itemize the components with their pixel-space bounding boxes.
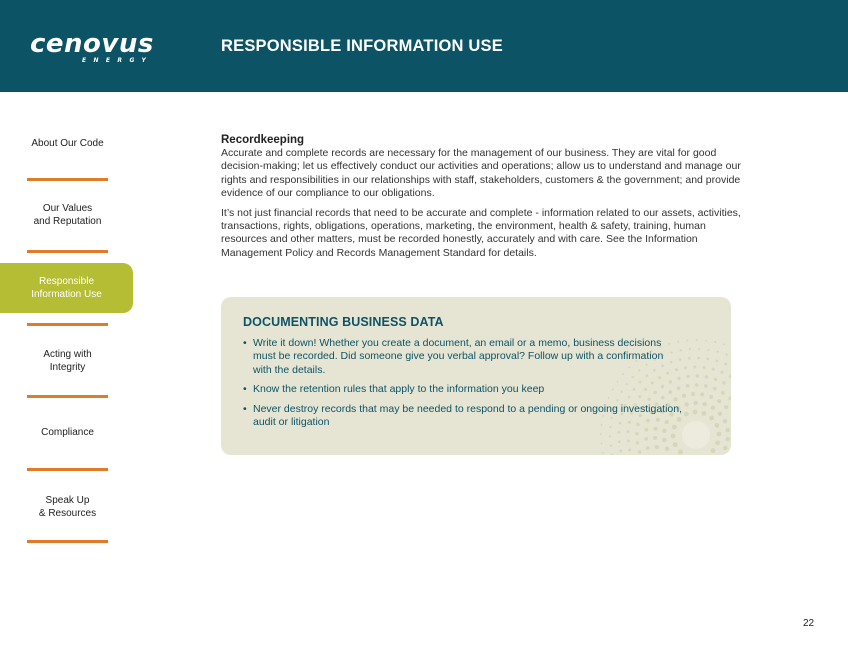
decorative-dot xyxy=(653,436,657,440)
decorative-dot xyxy=(729,375,731,378)
nav-divider xyxy=(27,395,108,398)
nav-item-label: Acting with Integrity xyxy=(43,349,92,373)
list-item: • Know the retention rules that apply to the information you keep xyxy=(243,383,683,396)
decorative-dot xyxy=(684,366,687,369)
decorative-dot xyxy=(714,423,719,428)
decorative-dot xyxy=(611,454,613,455)
main-content xyxy=(221,133,751,260)
decorative-dot xyxy=(705,340,707,342)
decorative-dot xyxy=(665,446,669,450)
decorative-dot xyxy=(724,363,727,366)
decorative-dot xyxy=(655,445,659,449)
decorative-dot xyxy=(627,439,630,442)
decorative-dot xyxy=(628,448,631,451)
decorative-dot xyxy=(688,357,691,360)
nav-item-label: About Our Code xyxy=(31,138,104,149)
decorative-dot xyxy=(700,392,704,396)
decorative-dot xyxy=(696,339,698,341)
nav-divider xyxy=(27,178,108,181)
decorative-dot xyxy=(644,437,648,441)
decorative-dot xyxy=(725,437,729,441)
decorative-dot xyxy=(638,450,641,453)
decorative-dot xyxy=(717,432,722,437)
logo-subtitle: ENERGY xyxy=(82,57,154,64)
nav-divider xyxy=(27,540,108,543)
decorative-dot xyxy=(716,351,718,353)
body-paragraph: It’s not just financial records that need to be accurate and complete - information related to our assets, activities, transactions, rights, obligations, operations, marketing, the environment, health & safety, training, human resources and other matters, must be recorded honestly, accurately and with care. See the Information Management Policy and Records Management Standard for details. xyxy=(221,206,741,259)
decorative-dot xyxy=(686,375,689,378)
decorative-dot xyxy=(610,445,612,447)
nav-item-compliance[interactable] xyxy=(0,426,135,439)
nav-item-label: Our Values and Reputation xyxy=(33,203,102,227)
decorative-dot xyxy=(662,438,666,442)
decorative-dot xyxy=(697,357,700,360)
nav-divider xyxy=(27,468,108,471)
decorative-dot xyxy=(725,353,727,355)
decorative-dot xyxy=(684,412,689,417)
decorative-dot xyxy=(725,428,729,432)
nav-item-acting-with-integrity[interactable] xyxy=(0,348,135,374)
decorative-dot xyxy=(714,378,717,381)
decorative-dot xyxy=(636,441,639,444)
decorative-dot xyxy=(728,397,731,401)
decorative-dot xyxy=(716,360,719,363)
decorative-dot xyxy=(706,358,709,361)
decorative-dot xyxy=(713,387,717,391)
decorative-dot xyxy=(704,384,708,388)
nav-divider xyxy=(27,250,108,253)
decorative-dot xyxy=(702,402,706,406)
decorative-dot xyxy=(693,401,697,405)
decorative-dot xyxy=(717,399,721,403)
decorative-dot xyxy=(722,381,725,384)
decorative-dot xyxy=(723,419,727,423)
documenting-business-data-callout xyxy=(221,297,731,455)
nav-item-label: Responsible Information Use xyxy=(31,276,102,300)
callout-title: DOCUMENTING BUSINESS DATA xyxy=(243,315,444,329)
decorative-dot xyxy=(698,348,700,350)
nav-item-about-our-code[interactable] xyxy=(0,137,135,150)
page-title: RESPONSIBLE INFORMATION USE xyxy=(221,37,503,55)
decorative-dot xyxy=(721,391,725,395)
page-number: 22 xyxy=(803,618,815,629)
decorative-dot xyxy=(707,349,709,351)
decorative-dot xyxy=(709,395,713,399)
decorative-dot xyxy=(723,446,727,450)
decorative-dot xyxy=(695,383,699,387)
body-paragraph: Accurate and complete records are necessary for the management of our business. They are vital for good decision-making; let us effectively conduct our activities and operations; allow us to understand and manage our rights and responsibilities in our relationships with staff, stakeholders, customers & the government; and provide evidence of our compliance to our obligations. xyxy=(221,147,741,200)
decorative-dot xyxy=(714,341,716,343)
logo-wordmark: cenovus xyxy=(30,29,154,59)
decorative-dot xyxy=(678,449,683,454)
decorative-dot xyxy=(701,411,706,416)
decorative-dot xyxy=(709,416,714,421)
decorative-dot xyxy=(696,374,699,377)
decorative-dot xyxy=(693,410,698,415)
decorative-dot xyxy=(687,339,689,341)
section-title: Recordkeeping xyxy=(221,134,305,146)
nav-divider xyxy=(27,323,108,326)
decorative-dot xyxy=(723,343,725,345)
decorative-dot xyxy=(689,348,691,350)
decorative-dot xyxy=(718,411,722,415)
decorative-dot xyxy=(720,371,723,374)
decorative-dot xyxy=(618,440,621,443)
nav-item-responsible-information-use[interactable] xyxy=(0,263,133,313)
decorative-dot xyxy=(686,384,690,388)
page-header xyxy=(0,0,848,92)
decorative-dot xyxy=(710,448,715,453)
cenovus-logo[interactable] xyxy=(30,29,154,64)
nav-item-speak-up[interactable] xyxy=(0,494,135,520)
callout-bullet-list xyxy=(243,337,683,435)
decorative-dot xyxy=(693,365,696,368)
decorative-dot xyxy=(646,446,650,450)
decorative-dot xyxy=(684,402,688,406)
decorative-dot xyxy=(602,452,604,454)
decorative-dot xyxy=(600,443,602,445)
decorative-dot xyxy=(703,366,706,369)
decorative-dot xyxy=(724,405,728,409)
list-item: • Never destroy records that may be needed to respond to a pending or ongoing investigation, audit or litigation xyxy=(243,403,683,430)
nav-item-our-values[interactable] xyxy=(0,202,135,228)
nav-item-label: Speak Up & Resources xyxy=(38,495,97,519)
nav-item-label: Compliance xyxy=(41,427,94,438)
decorative-dot xyxy=(673,442,678,447)
list-item: • Write it down! Whether you create a document, an email or a memo, business decisions must be recorded. Did someone give you verbal approval? Follow up with a confirmation with the details. xyxy=(243,337,683,377)
decorative-dot xyxy=(711,406,715,410)
decorative-dot xyxy=(712,368,715,371)
decorative-dot xyxy=(715,440,720,445)
decorative-dot xyxy=(609,435,611,437)
decorative-dot xyxy=(691,392,695,396)
decorative-dot xyxy=(619,450,622,453)
decorative-dot xyxy=(705,375,708,378)
